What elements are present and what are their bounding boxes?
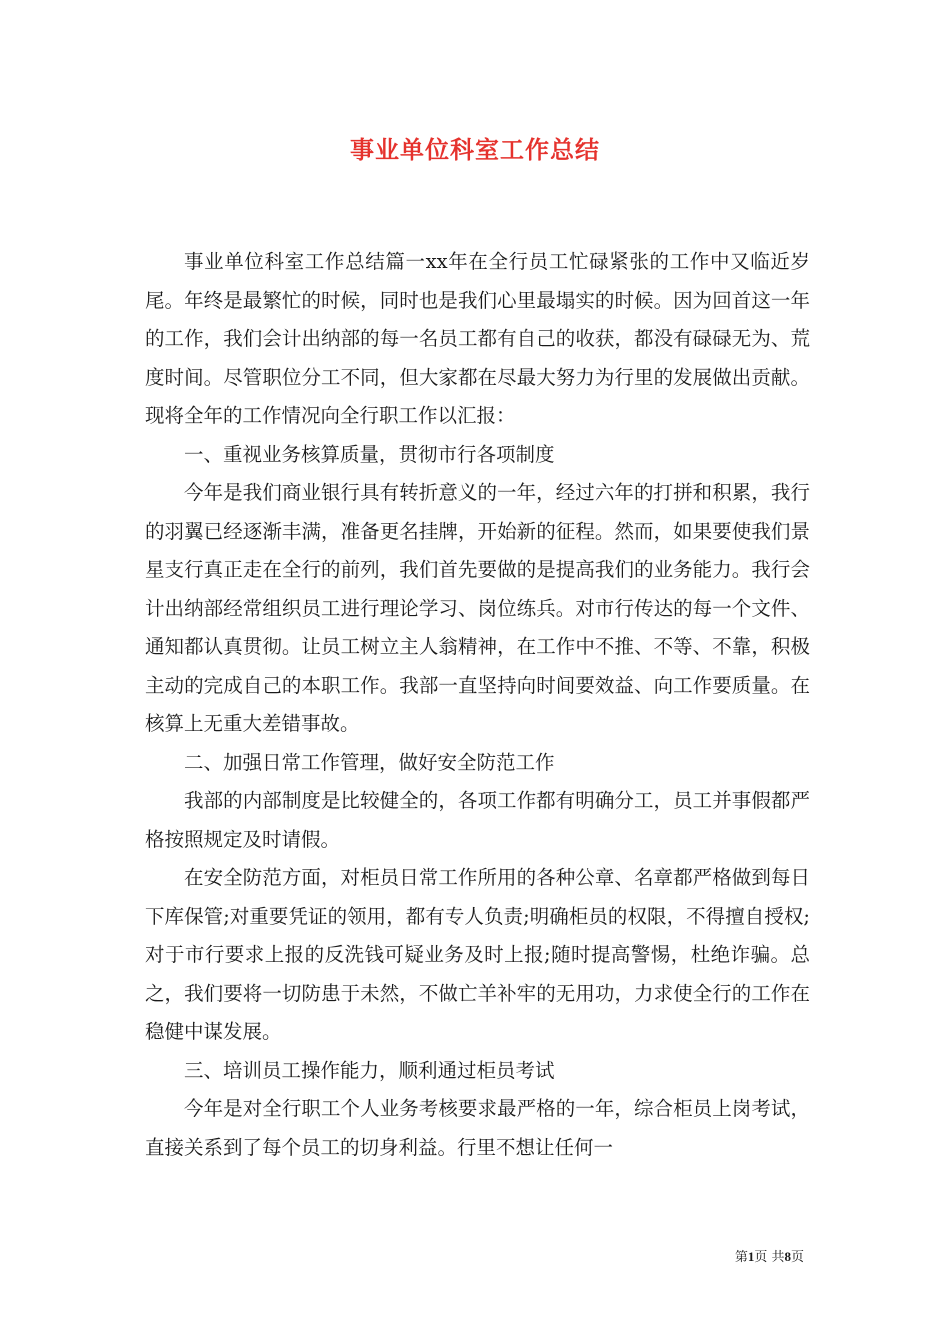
paragraph-intro: 事业单位科室工作总结篇一xx年在全行员工忙碌紧张的工作中又临近岁尾。年终是最繁忙的时候，同时也是我们心里最塌实的时候。因为回首这一年的工作，我们会计出纳部的每一名员工都有自己的收获，都没有碌碌无为、荒度时间。尽管职位分工不同，但大家都在尽最大努力为行里的发展做出贡献。现将全年的工作情况向全行职工作以汇报： <box>145 250 810 427</box>
footer-suffix: 页 <box>790 1250 804 1265</box>
total-pages-number: 8 <box>784 1249 791 1264</box>
document-title: 事业单位科室工作总结 <box>350 135 600 164</box>
paragraph-section-2b: 在安全防范方面，对柜员日常工作所用的各种公章、名章都严格做到每日下库保管;对重要凭证的领用，都有专人负责;明确柜员的权限，不得擅自授权;对于市行要求上报的反洗钱可疑业务及时上报;随时提高警惕，杜绝诈骗。总之，我们要将一切防患于未然，不做亡羊补牢的无用功，力求使全行的工作在稳健中谋发展。 <box>145 866 810 1043</box>
document-body <box>145 243 810 1167</box>
paragraph-section-3: 今年是对全行职工个人业务考核要求最严格的一年，综合柜员上岗考试，直接关系到了每个员工的切身利益。行里不想让任何一 <box>145 1097 810 1159</box>
current-page-number: 1 <box>747 1249 755 1264</box>
page-number-footer <box>735 1248 804 1267</box>
section-heading-3: 三、培训员工操作能力，顺利通过柜员考试 <box>184 1058 555 1082</box>
footer-prefix: 第 <box>734 1250 748 1265</box>
paragraph-section-1: 今年是我们商业银行具有转折意义的一年，经过六年的打拼和积累，我行的羽翼已经逐渐丰满，准备更名挂牌，开始新的征程。然而，如果要使我们景星支行真正走在全行的前列，我们首先要做的是提高我们的业务能力。我行会计出纳部经常组织员工进行理论学习、岗位练兵。对市行传达的每一个文件、通知都认真贯彻。让员工树立主人翁精神，在工作中不推、不等、不靠，积极主动的完成自己的本职工作。我部一直坚持向时间要效益、向工作要质量。在核算上无重大差错事故。 <box>145 481 810 735</box>
section-heading-2: 二、加强日常工作管理，做好安全防范工作 <box>184 750 555 774</box>
section-heading-1: 一、重视业务核算质量，贯彻市行各项制度 <box>184 442 555 466</box>
paragraph-section-2a: 我部的内部制度是比较健全的，各项工作都有明确分工，员工并事假都严格按照规定及时请假。 <box>145 789 810 851</box>
footer-middle: 页 共 <box>754 1250 785 1265</box>
